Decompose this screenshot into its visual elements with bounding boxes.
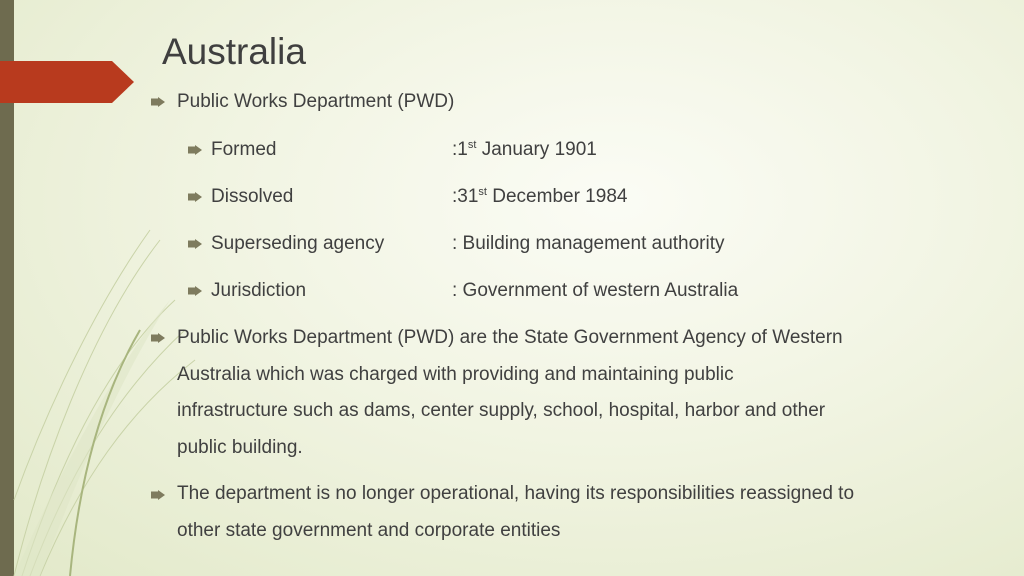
paragraph-line: Australia which was charged with providing and maintaining public: [177, 363, 734, 385]
paragraph-line: Public Works Department (PWD) are the State Government Agency of Western: [177, 327, 843, 348]
fact-value: : Building management authority: [452, 233, 725, 254]
arrow-bullet-icon: [188, 145, 202, 155]
paragraph-pwd-description: [177, 320, 977, 466]
fact-value: :1st January 1901: [452, 139, 597, 160]
paragraph-line: other state government and corporate entities: [177, 519, 561, 541]
fact-label: Superseding agency: [211, 233, 385, 254]
fact-value: : Government of western Australia: [452, 280, 739, 301]
arrow-bullet-icon: [151, 97, 165, 107]
paragraph-line: public building.: [177, 436, 303, 458]
arrow-bullet-icon: [151, 333, 165, 343]
arrow-bullet-icon: [188, 192, 202, 202]
fact-label: Jurisdiction: [211, 280, 307, 301]
arrow-bullet-icon: [188, 286, 202, 296]
slide-title: Australia: [162, 31, 306, 72]
arrow-tab-icon: [0, 61, 134, 103]
paragraph-department-status: [177, 476, 987, 549]
fact-label: Dissolved: [211, 186, 294, 207]
fact-value: :31st December 1984: [452, 186, 628, 207]
fact-label: Formed: [211, 139, 277, 160]
arrow-bullet-icon: [151, 490, 165, 500]
heading-bullet-text: Public Works Department (PWD): [177, 91, 455, 112]
paragraph-line: infrastructure such as dams, center supply, school, hospital, harbor and other: [177, 400, 826, 421]
paragraph-line: The department is no longer operational, having its responsibilities reassigned to: [177, 483, 855, 504]
arrow-bullet-icon: [188, 239, 202, 249]
